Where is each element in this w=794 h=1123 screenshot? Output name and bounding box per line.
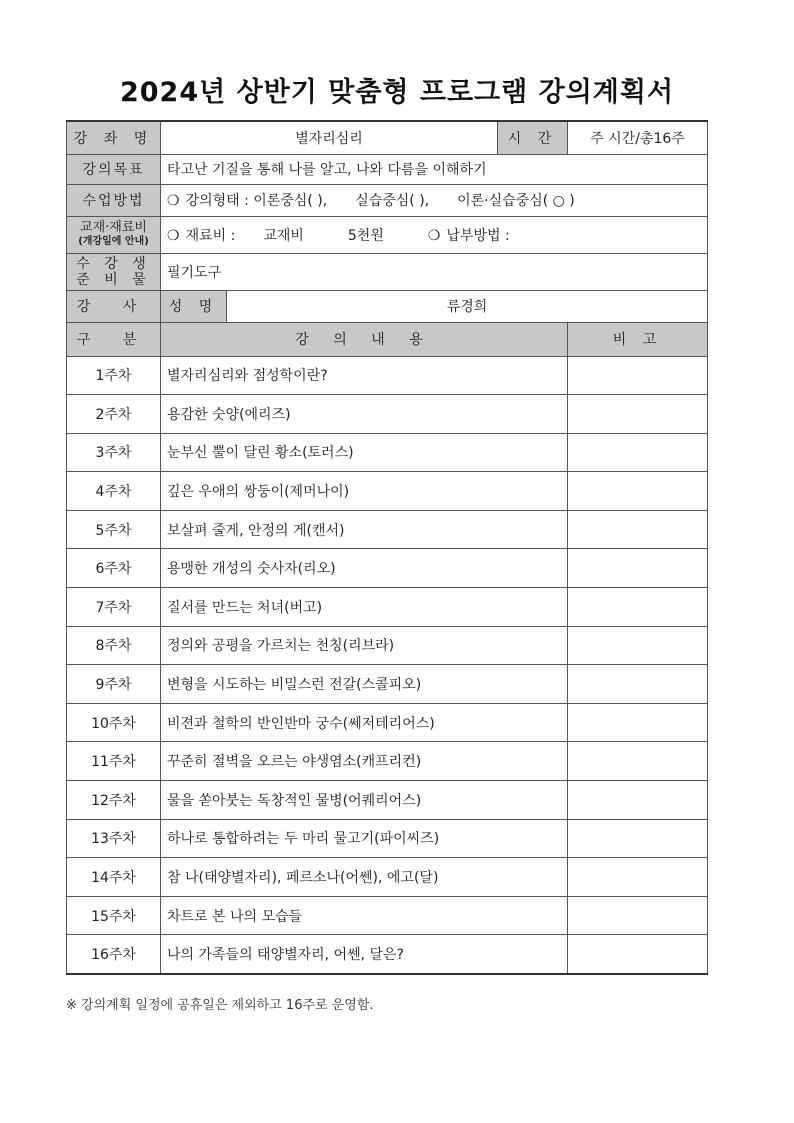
week-label: 4주차 <box>67 472 161 511</box>
week-note <box>568 626 708 665</box>
week-label: 8주차 <box>67 626 161 665</box>
prep-row <box>67 253 708 290</box>
schedule-col-note: 비 고 <box>568 322 708 356</box>
week-content: 별자리심리와 점성학이란? <box>161 356 568 395</box>
table-row <box>67 626 708 665</box>
week-label: 16주차 <box>67 935 161 974</box>
table-row <box>67 356 708 395</box>
prep-label <box>67 253 161 290</box>
week-note <box>568 588 708 627</box>
week-label: 3주차 <box>67 433 161 472</box>
table-row <box>67 510 708 549</box>
goal-row <box>67 154 708 184</box>
footnote: ※ 강의계획 일정에 공휴일은 제외하고 16주로 운영함. <box>66 998 374 1013</box>
week-label: 6주차 <box>67 549 161 588</box>
week-label: 9주차 <box>67 665 161 704</box>
method-type-text: 강의형태 : 이론중심( ), <box>185 193 328 209</box>
week-note <box>568 703 708 742</box>
page-title: 2024년 상반기 맞춤형 프로그램 강의계획서 <box>119 77 675 108</box>
week-label: 7주차 <box>67 588 161 627</box>
week-content: 하나로 통합하려는 두 마리 물고기(파이씨즈) <box>161 819 568 858</box>
week-content: 보살펴 줄게, 안정의 게(캔서) <box>161 510 568 549</box>
week-note <box>568 472 708 511</box>
week-label: 1주차 <box>67 356 161 395</box>
table-row <box>67 742 708 781</box>
table-row <box>67 472 708 511</box>
week-content: 깊은 우애의 쌍둥이(제머나이) <box>161 472 568 511</box>
schedule-col-content: 강 의 내 용 <box>161 322 568 356</box>
circle-icon: ❍ <box>167 227 180 244</box>
schedule-body <box>67 356 708 974</box>
week-note <box>568 742 708 781</box>
week-label: 11주차 <box>67 742 161 781</box>
table-row <box>67 549 708 588</box>
table-row <box>67 665 708 704</box>
method-mixed-option: 이론·실습중심( ○ ) <box>457 193 575 209</box>
week-note <box>568 665 708 704</box>
table-row <box>67 819 708 858</box>
lecture-plan-table <box>66 120 708 975</box>
week-note <box>568 356 708 395</box>
schedule-header-row <box>67 322 708 356</box>
instructor-row <box>67 290 708 322</box>
prep-label-line2: 준 비 물 <box>76 271 151 288</box>
week-label: 15주차 <box>67 896 161 935</box>
week-content: 눈부신 뿔이 달린 황소(토러스) <box>161 433 568 472</box>
week-content: 질서를 만드는 처녀(버고) <box>161 588 568 627</box>
week-content: 용맹한 개성의 숫사자(리오) <box>161 549 568 588</box>
instructor-name: 류경희 <box>227 290 708 322</box>
week-label: 13주차 <box>67 819 161 858</box>
week-content: 물을 쏟아붓는 독창적인 물병(어퀘리어스) <box>161 781 568 820</box>
course-name: 별자리심리 <box>161 121 498 154</box>
week-note <box>568 896 708 935</box>
table-row <box>67 858 708 897</box>
table-row <box>67 395 708 434</box>
week-label: 5주차 <box>67 510 161 549</box>
week-content: 나의 가족들의 태양별자리, 어쎈, 달은? <box>161 935 568 974</box>
week-note <box>568 510 708 549</box>
prep-value: 필기도구 <box>161 253 708 290</box>
goal-value: 타고난 기질을 통해 나를 알고, 나와 다름을 이해하기 <box>161 154 708 184</box>
method-label: 수업방법 <box>67 184 161 216</box>
week-label: 14주차 <box>67 858 161 897</box>
week-label: 2주차 <box>67 395 161 434</box>
week-label: 12주차 <box>67 781 161 820</box>
week-note <box>568 549 708 588</box>
course-label: 강 좌 명 <box>67 121 161 154</box>
material-info <box>161 216 708 253</box>
week-content: 참 나(태양별자리), 페르소나(어쎈), 에고(달) <box>161 858 568 897</box>
week-content: 꾸준히 절벽을 오르는 야생염소(캐프리컨) <box>161 742 568 781</box>
material-label-main: 교재·재료비 <box>80 219 147 235</box>
table-row <box>67 433 708 472</box>
method-row <box>67 184 708 216</box>
table-row <box>67 781 708 820</box>
fee-amount: 5천원 <box>347 227 384 244</box>
week-note <box>568 935 708 974</box>
material-row <box>67 216 708 253</box>
week-content: 비젼과 철학의 반인반마 궁수(쎄저테리어스) <box>161 703 568 742</box>
prep-label-line1: 수 강 생 <box>76 255 151 272</box>
circle-icon: ❍ <box>167 193 180 209</box>
table-row <box>67 935 708 974</box>
goal-label: 강의목표 <box>67 154 161 184</box>
week-note <box>568 819 708 858</box>
week-content: 정의와 공평을 가르치는 천칭(리브라) <box>161 626 568 665</box>
material-label-note: (개강일에 안내) <box>78 235 149 247</box>
method-practice-option: 실습중심( ), <box>355 193 430 209</box>
course-row <box>67 121 708 154</box>
method-options <box>161 184 708 216</box>
instructor-name-label: 성 명 <box>161 290 227 322</box>
week-note <box>568 433 708 472</box>
week-content: 용감한 숫양(에리즈) <box>161 395 568 434</box>
week-note <box>568 858 708 897</box>
table-row <box>67 703 708 742</box>
schedule-col-week: 구 분 <box>67 322 161 356</box>
time-label: 시 간 <box>498 121 568 154</box>
week-content: 차트로 본 나의 모습들 <box>161 896 568 935</box>
week-content: 변형을 시도하는 비밀스런 전갈(스콜피오) <box>161 665 568 704</box>
week-note <box>568 395 708 434</box>
fee-label: 재료비 : <box>185 227 236 244</box>
material-label <box>67 216 161 253</box>
payment-label: 납부방법 : <box>446 227 510 244</box>
table-row <box>67 588 708 627</box>
time-value: 주 시간/총16주 <box>568 121 708 154</box>
instructor-label: 강 사 <box>67 290 161 322</box>
week-note <box>568 781 708 820</box>
table-row <box>67 896 708 935</box>
circle-icon: ❍ <box>427 227 441 244</box>
week-label: 10주차 <box>67 703 161 742</box>
fee-item: 교재비 <box>263 227 304 244</box>
